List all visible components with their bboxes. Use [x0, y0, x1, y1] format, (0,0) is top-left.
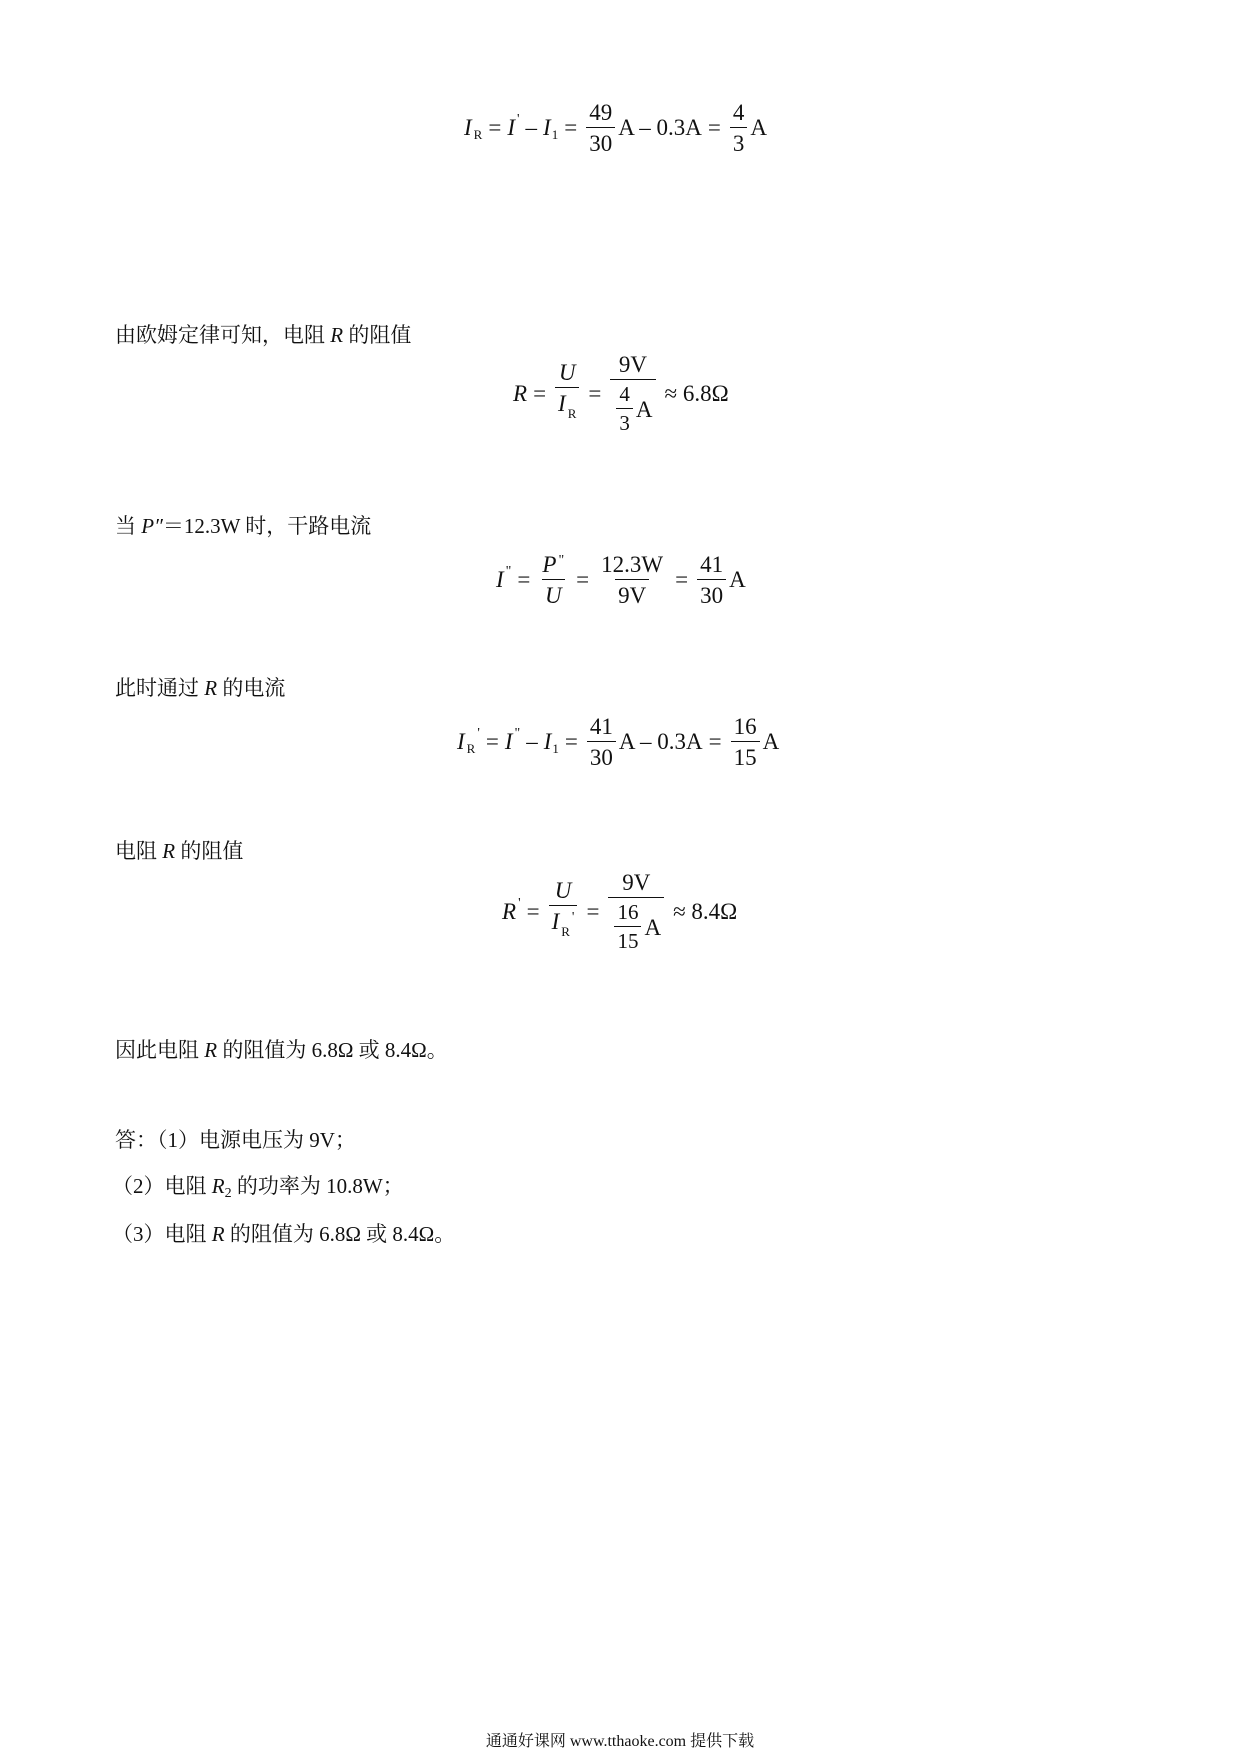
denominator	[610, 379, 655, 435]
var: P	[542, 552, 557, 577]
paragraph-power	[115, 510, 371, 540]
var: I	[543, 729, 552, 755]
term: A – 0.3A	[618, 115, 702, 141]
fraction	[549, 878, 578, 940]
text: 的电流	[222, 676, 286, 700]
prime: "	[514, 726, 521, 742]
equals: =	[588, 380, 602, 406]
prime: '	[517, 112, 520, 128]
page-footer: 通通好课网 www.tthaoke.com 提供下载	[485, 1733, 755, 1750]
answer-line-2	[112, 1170, 404, 1200]
denominator: 3	[730, 127, 748, 156]
var: I	[504, 729, 513, 755]
var: R	[502, 898, 517, 924]
equation-r-prime	[502, 870, 743, 953]
approx: ≈ 6.8Ω	[664, 380, 729, 406]
denominator: 15	[731, 741, 760, 770]
unit: A	[729, 567, 746, 593]
answer-line-3	[112, 1218, 455, 1248]
numerator: U	[558, 360, 576, 385]
subscript: R	[567, 406, 577, 422]
prime: '	[571, 910, 575, 926]
fraction	[610, 352, 655, 435]
prime: "	[505, 564, 512, 580]
denominator: 30	[586, 127, 615, 156]
equals: =	[533, 380, 547, 406]
paragraph-conclusion	[115, 1034, 448, 1064]
denominator	[555, 387, 579, 422]
denominator: 30	[587, 741, 616, 770]
fraction	[608, 870, 664, 953]
text: 的阻值为 6.8Ω 或 8.4Ω。	[222, 1038, 448, 1062]
paragraph-resistance	[115, 835, 243, 865]
numerator: 41	[589, 714, 613, 739]
denominator: U	[542, 579, 565, 608]
subscript: R	[466, 741, 476, 757]
fraction	[587, 714, 616, 771]
equals: =	[564, 729, 578, 755]
equals: =	[675, 567, 689, 593]
fraction	[598, 552, 666, 609]
numerator: 16	[733, 714, 757, 739]
numerator: U	[554, 878, 572, 903]
text: 电阻	[115, 839, 157, 863]
minus: –	[525, 115, 538, 141]
numerator: 16	[617, 900, 639, 925]
denominator: 30	[697, 579, 726, 608]
denominator	[608, 897, 664, 953]
text: 当	[115, 514, 136, 538]
fraction	[730, 100, 748, 157]
var: I	[543, 115, 551, 141]
fraction	[555, 360, 579, 422]
subscript: 1	[551, 127, 559, 143]
fraction	[586, 100, 615, 157]
text: 由欧姆定律可知，电阻	[115, 323, 325, 347]
equals: =	[488, 115, 502, 141]
term: A – 0.3A	[618, 729, 703, 755]
equals: =	[708, 729, 722, 755]
equals: =	[564, 115, 578, 141]
numerator: 9V	[618, 352, 647, 377]
var: R	[204, 1038, 218, 1062]
unit: A	[762, 729, 780, 755]
equals: =	[517, 567, 531, 593]
text: （3）电阻	[112, 1222, 207, 1246]
answer-line-1	[115, 1124, 356, 1154]
var: I	[507, 115, 515, 141]
text: 的阻值	[180, 839, 244, 863]
text: 因此电阻	[115, 1038, 199, 1062]
fraction	[616, 383, 633, 435]
numerator: 4	[619, 382, 630, 407]
unit: A	[750, 115, 767, 141]
var: R	[162, 839, 176, 863]
var: I	[496, 567, 504, 593]
equals: =	[586, 898, 600, 924]
equation-ir	[464, 100, 767, 157]
text: 答：（1）电源电压为 9V；	[115, 1128, 356, 1152]
text: （2）电阻	[112, 1174, 207, 1198]
equation-r	[513, 352, 735, 435]
prime: "	[558, 553, 565, 568]
unit: A	[644, 914, 662, 940]
text: ＝12.3W 时，干路电流	[162, 514, 372, 538]
equals: =	[576, 567, 590, 593]
approx: ≈ 8.4Ω	[673, 898, 738, 924]
fraction	[731, 714, 760, 771]
fraction	[539, 552, 567, 609]
var: I	[551, 909, 560, 935]
numerator: 49	[589, 100, 613, 125]
var: R	[513, 380, 528, 406]
var: R	[204, 676, 218, 700]
unit: A	[635, 396, 653, 422]
denominator: 3	[616, 408, 633, 435]
denominator: 15	[614, 926, 641, 953]
minus: –	[526, 729, 538, 755]
var: R	[211, 1222, 225, 1246]
numerator: 41	[700, 552, 724, 577]
numerator: 9V	[622, 870, 651, 895]
equals: =	[707, 115, 721, 141]
paragraph-ohms-law	[115, 319, 411, 349]
equals: =	[526, 898, 540, 924]
var: I	[457, 729, 465, 755]
denominator: 9V	[615, 579, 649, 608]
subscript: R	[473, 127, 483, 143]
equals: =	[485, 729, 499, 755]
var: R	[330, 323, 344, 347]
var: I	[558, 391, 566, 417]
text: 此时通过	[115, 676, 199, 700]
prime: '	[518, 895, 521, 911]
equation-ir-prime	[457, 714, 779, 771]
fraction	[697, 552, 726, 609]
paragraph-current-r	[115, 672, 285, 702]
var: I	[464, 115, 472, 141]
var: P″	[141, 514, 163, 538]
numerator: 4	[732, 100, 745, 125]
text: 的阻值	[348, 323, 412, 347]
text: 的阻值为 6.8Ω 或 8.4Ω。	[229, 1222, 456, 1246]
denominator	[549, 905, 578, 940]
subscript: R	[561, 924, 570, 940]
subscript: 1	[552, 741, 559, 757]
equation-i-double-prime	[496, 552, 746, 609]
text: 的功率为 10.8W；	[236, 1174, 404, 1198]
fraction	[614, 901, 641, 953]
numerator: 12.3W	[601, 552, 664, 577]
subscript: 2	[224, 1186, 232, 1201]
var: R	[211, 1174, 225, 1198]
numerator	[539, 552, 567, 579]
prime: '	[477, 726, 480, 742]
